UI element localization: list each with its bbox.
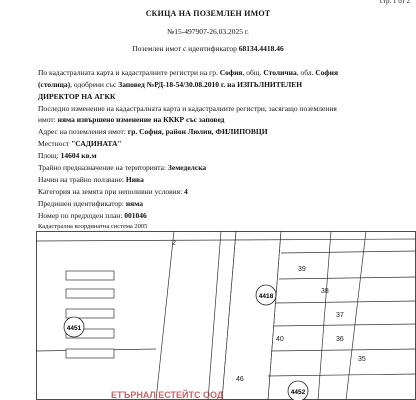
text: , обл. [296, 68, 314, 77]
purpose-label: Трайно предназначение на територията: [38, 163, 167, 172]
previous-id-label: Предишен идентификатор: [38, 199, 124, 208]
cadastre-line-1 [38, 68, 338, 77]
previous-plan-row [38, 211, 147, 220]
previous-plan-value: 001046 [124, 211, 147, 220]
document-title: СКИЦА НА ПОЗЕМЛЕН ИМОТ [145, 9, 271, 18]
text: имот: [38, 115, 56, 124]
previous-id-value: няма [125, 199, 144, 208]
parcel-37-label: 37 [336, 312, 344, 319]
block-4452-label: 4452 [290, 389, 306, 396]
approval-order: Заповед №РД-18-54/30.08.2010 г. на ИЗПЪЛНИТЕЛЕН [118, 80, 303, 89]
area-value: 14604 кв.м [60, 151, 97, 160]
category-row [38, 187, 188, 196]
block-4452 [288, 381, 308, 400]
locality-row [38, 139, 122, 148]
address-row [38, 127, 268, 136]
address-label: Адрес на поземления имот: [38, 127, 126, 136]
city: София [219, 68, 243, 77]
cadastre-line-3 [38, 92, 115, 101]
region: София [315, 68, 339, 77]
block-4418 [256, 285, 276, 305]
parcel-35-label: 35 [358, 356, 366, 363]
cadastre-line-2 [38, 80, 302, 89]
block-4451 [64, 317, 84, 337]
address-value: гр. София, район Люлин, ФИЛИПОВЦИ [127, 127, 268, 136]
text: По кадастралната карта и кадастралните регистри на гр. [38, 68, 218, 77]
last-change-value: няма извършено изменение на КККР със заповед [57, 115, 225, 124]
parcel-40-label: 40 [276, 336, 284, 343]
authority: ДИРЕКТОР НА АГКК [38, 92, 116, 101]
page-number: стр. 1 от 2 [379, 0, 410, 5]
last-change-row [38, 115, 224, 124]
region-suffix: (столица) [38, 80, 71, 89]
area-label: Площ: [38, 151, 59, 160]
cadastral-map [36, 231, 416, 400]
block-4418-label: 4418 [258, 293, 274, 300]
parcel-36-label: 36 [336, 336, 344, 343]
parcel-identifier: 68134.4418.46 [238, 44, 284, 53]
subtitle [0, 44, 416, 53]
parcel-46-label: 46 [236, 376, 244, 383]
block-4451-label: 4451 [66, 325, 82, 332]
usage-label: Начин на трайно ползване: [38, 175, 125, 184]
category-label: Категория на земята при неполивни условия: [38, 187, 183, 196]
purpose-row [38, 163, 206, 172]
previous-id-row [38, 199, 143, 208]
text: , общ. [242, 68, 262, 77]
parcel-38-label: 38 [321, 288, 329, 295]
text: , одобрени със [70, 80, 117, 89]
previous-plan-label: Номер по предходен план: [38, 211, 123, 220]
parcel-39-label: 39 [298, 266, 306, 273]
last-change-label: Последно изменение на кадастралната карта и кадастралните регистри, засягащо поземления [38, 104, 337, 113]
municipality: Столична [263, 68, 297, 77]
area-row [38, 151, 97, 160]
locality-label: Местност [38, 139, 70, 148]
category-value: 4 [184, 187, 188, 196]
map-caption: Кадастрална координатна система 2005 [38, 223, 148, 230]
subtitle-prefix: Поземлен имот с идентификатор [132, 44, 237, 53]
watermark: ЕТЪРНАЛ ЕСТЕЙТС ООД [111, 390, 224, 400]
purpose-value: Земеделска [167, 163, 207, 172]
usage-value: Нива [125, 175, 144, 184]
usage-row [38, 175, 144, 184]
locality-value: "САДИНАТА" [71, 139, 122, 148]
parcel-2-label: 2 [172, 240, 176, 247]
document-number: №15-497907-26.03.2025 г. [167, 27, 249, 36]
